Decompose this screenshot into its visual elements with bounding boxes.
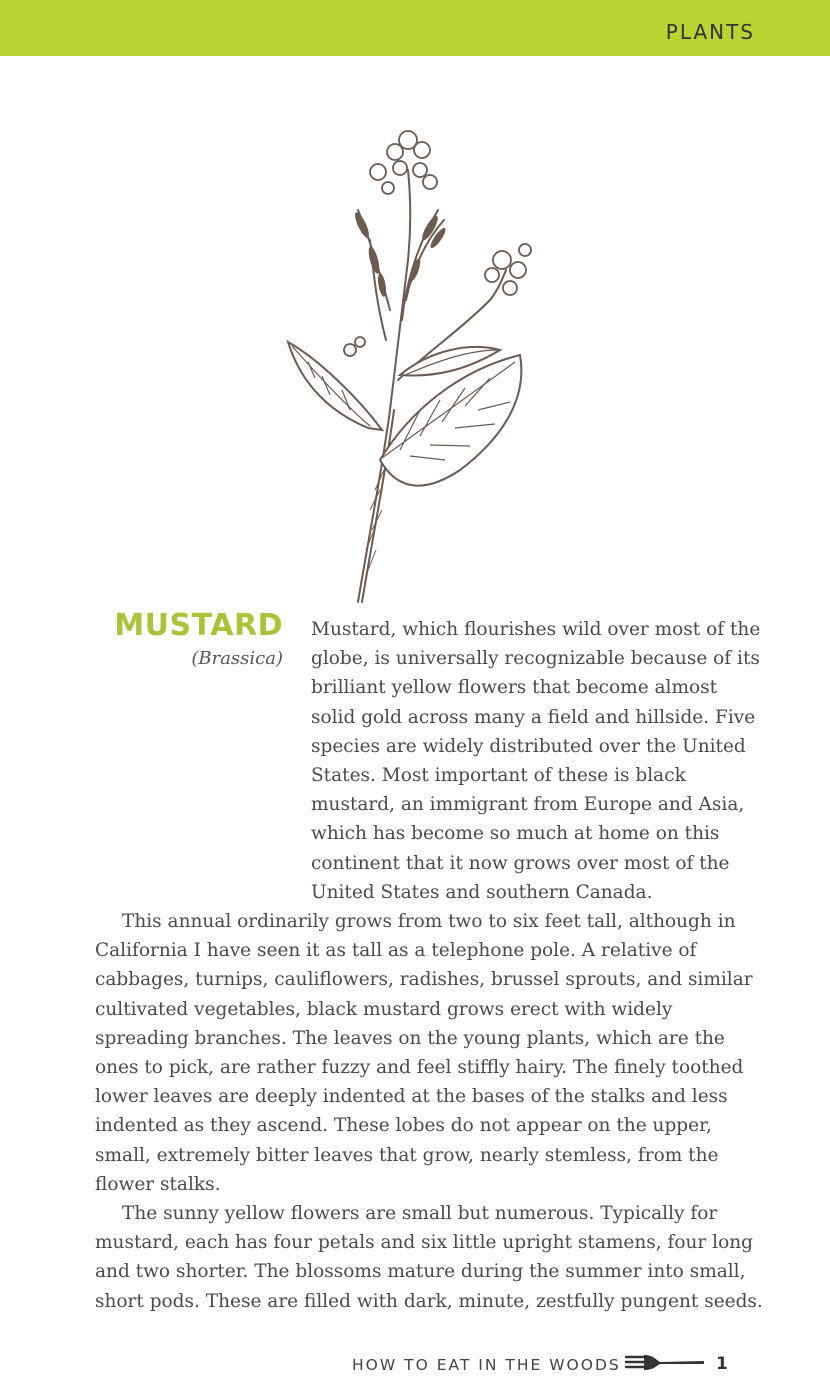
page-number: 1 bbox=[716, 1354, 728, 1374]
body-paragraph: The sunny yellow flowers are small but numerous. Typically for mustard, each has four petals and six little upright stamens, four long and two shorter. The blossoms mature during the summer into small, short pods. These are filled with dark, minute, zestfully pungent seeds. bbox=[95, 1203, 763, 1312]
plant-name: MUSTARD bbox=[114, 608, 283, 643]
section-label: PLANTS bbox=[665, 20, 755, 44]
fork-icon bbox=[624, 1352, 706, 1374]
body-text bbox=[95, 907, 765, 1316]
header-band bbox=[0, 0, 830, 56]
plant-latin-name: (Brassica) bbox=[191, 648, 283, 669]
mustard-plant-illustration bbox=[270, 110, 560, 610]
intro-paragraph: Mustard, which flourishes wild over most of the globe, is universally recognizable because of its brilliant yellow flowers that become almost solid gold across many a field and hillside. Five species are widely distributed over the United States. Most important of these is black mustard, an immigrant from Europe and Asia, which has become so much at home on this continent that it now grows over most of the United States and southern Canada. bbox=[311, 619, 761, 903]
footer-book-title: HOW TO EAT IN THE WOODS bbox=[352, 1356, 621, 1374]
body-paragraph: This annual ordinarily grows from two to six feet tall, although in California I have seen it as tall as a telephone pole. A relative of cabbages, turnips, cauliflowers, radishes, brussel sprouts, and similar cultivated vegetables, black mustard grows erect with widely spreading branches. The leaves on the young plants, which are the ones to pick, are rather fuzzy and feel stiffly hairy. The finely toothed lower leaves are deeply indented at the bases of the stalks and less indented as they ascend. These lobes do not appear on the upper, small, extremely bitter leaves that grow, nearly stemless, from the flower stalks. bbox=[95, 911, 753, 1195]
